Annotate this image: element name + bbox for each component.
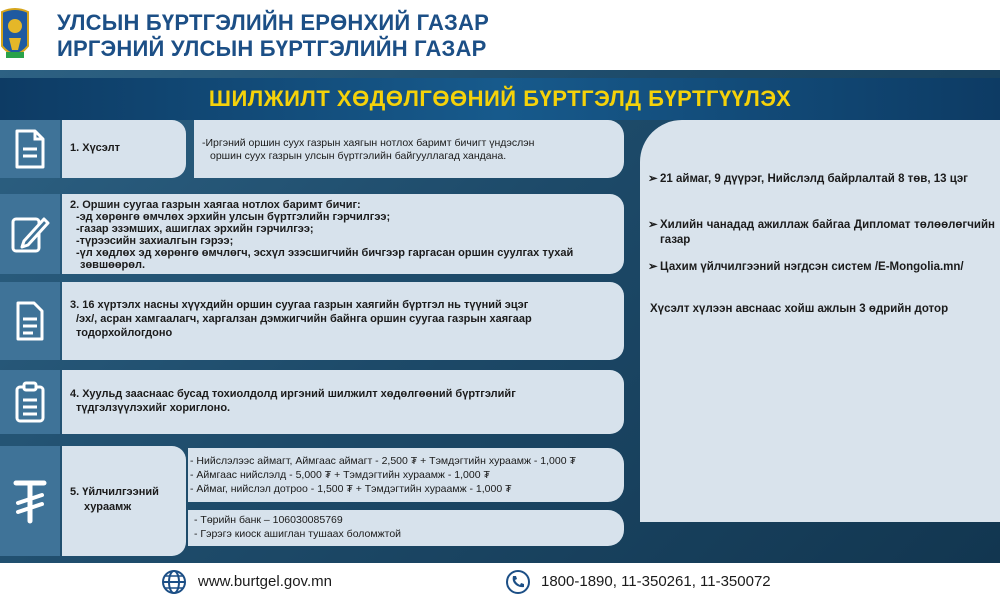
step4-line: 4. Хуульд зааснаас бусад тохиолдолд иргэний шилжилт хөдөлгөөний бүртгэлийг: [70, 388, 516, 400]
step3-line: тодорхойлогдоно: [76, 327, 173, 339]
step1-content-line: -Иргэний оршин суух газрын хаягын нотлох баримт бичигт үндэслэн: [202, 137, 535, 149]
arrow-right-icon: ➢: [648, 173, 658, 185]
arrow-right-icon: ➢: [648, 219, 658, 231]
fee-item: - Аймаг, нийслэл дотроо - 1,500 ₮ + Тэмдэгтийн хураамж - 1,000 ₮: [190, 483, 512, 495]
step5-label: 5. Үйлчилгээний: [70, 486, 159, 498]
step4-icon-tile: [0, 370, 60, 434]
step1-label: 1. Хүсэлт: [70, 142, 120, 154]
phone-numbers: 1800-1890, 11-350261, 11-350072: [541, 573, 771, 590]
payment-item: - Гэрэгэ киоск ашиглан тушаах боломжтой: [194, 528, 402, 540]
step2-box: [62, 194, 624, 274]
page-header: [0, 0, 1000, 70]
state-emblem-icon: [0, 6, 30, 66]
document-icon: [13, 129, 47, 169]
page-footer: [0, 563, 1000, 600]
step5-icon-tile: [0, 446, 60, 556]
step3-line: 3. 16 хүртэлх насны хүүхдийн оршин суугаа газрын хаягийн бүртгэл нь түүний эцэг: [70, 299, 529, 311]
step2-line: -эд хөрөнгө өмчлөх эрхийн улсын бүртгэлийн гэрчилгээ;: [76, 211, 391, 223]
document-lines-icon: [14, 301, 46, 341]
step3-box: [62, 282, 624, 360]
fee-item: - Аймгаас нийслэлд - 5,000 ₮ + Тэмдэгтийн хураамж - 1,000 ₮: [190, 469, 490, 481]
step2-line: -үл хөдлөх эд хөрөнгө өмчлөгч, эсхүл эзэсшигчийн бичгээр гаргасан оршин суулгах тухай: [76, 247, 574, 259]
tugrik-icon: [10, 477, 50, 525]
payment-box: [188, 510, 624, 546]
step4-line: түдгэлзүүлэхийг хориглоно.: [76, 402, 231, 414]
step4-box: [62, 370, 624, 434]
payment-item: - Төрийн банк – 106030085769: [194, 514, 343, 526]
page-title: ШИЛЖИЛТ ХӨДӨЛГӨӨНИЙ БҮРТГЭЛД БҮРТГҮҮЛЭХ: [208, 86, 792, 111]
step3-icon-tile: [0, 282, 60, 360]
step1-icon-tile: [0, 120, 60, 178]
organization-name-primary: УЛСЫН БҮРТГЭЛИЙН ЕРӨНХИЙ ГАЗАР: [57, 10, 490, 35]
step2-line: 2. Оршин суугаа газрын хаягаа нотлох баримт бичиг:: [70, 199, 361, 211]
processing-deadline: Хүсэлт хүлээн авснаас хойш ажлын 3 өдрийн дотор: [650, 303, 949, 315]
step1-content-box: [194, 120, 624, 178]
organization-name-secondary: ИРГЭНИЙ УЛСЫН БҮРТГЭЛИЙН ГАЗАР: [57, 36, 487, 61]
website-link[interactable]: www.burtgel.gov.mn: [198, 573, 332, 590]
step2-icon-tile: [0, 194, 60, 274]
phone-icon: [505, 569, 531, 595]
edit-pencil-icon: [10, 213, 50, 255]
service-locations-panel: ➢ 21 аймаг, 9 дүүрэг, Нийслэлд байрлалтай 8 төв, 13 цэг ➢ Хилийн чанадад ажиллаж байгаа Дипломат төлөөлөгчийн газар ➢ Цахим үйлчилгээний нэгдсэн систем /E-Mongolia.mn/ Хүсэлт хүлээн авснаас хойш ажлын 3 өдрийн дотор: [640, 120, 1000, 522]
clipboard-icon: [14, 381, 46, 423]
main-panel: [0, 70, 1000, 563]
step1-content-line: оршин суух газрын улсын бүртгэлийн байгууллагад хандана.: [210, 150, 507, 162]
fee-item: - Нийслэлээс аймагт, Аймгаас аймагт - 2,500 ₮ + Тэмдэгтийн хураамж - 1,000 ₮: [190, 455, 576, 467]
fee-list-box: [188, 448, 624, 502]
step2-line: -түрээсийн захиалгын гэрээ;: [76, 235, 234, 247]
globe-icon: [161, 569, 187, 595]
step2-line: -газар эзэмших, ашиглах эрхийн гэрчилгээ;: [76, 223, 314, 235]
step5-label: хураамж: [84, 501, 132, 513]
arrow-right-icon: ➢: [648, 261, 658, 273]
step1-label-box: [62, 120, 186, 178]
title-banner: [0, 78, 1000, 120]
step5-label-box: [62, 446, 186, 556]
step2-line: зөвшөөрөл.: [80, 259, 146, 271]
step3-line: /эх/, асран хамгаалагч, харгалзан дэмжигчийн байнга оршин суугаа газрын хаягаар: [76, 313, 532, 325]
